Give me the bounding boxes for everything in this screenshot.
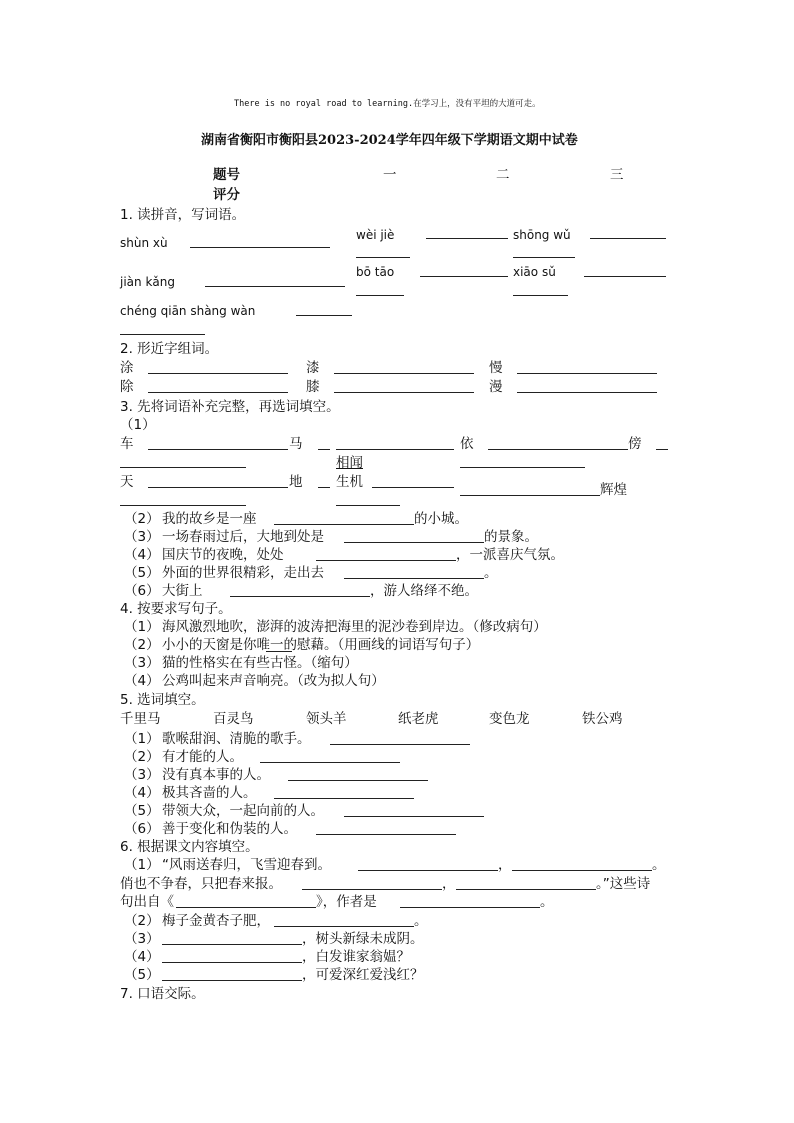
q3-item-4-pre: 国庆节的夜晚，处处 bbox=[162, 547, 284, 563]
q5-option-2: 百灵鸟 bbox=[213, 711, 254, 727]
q1-pinyin-5: bō tāo bbox=[356, 265, 395, 279]
q3-item-3-pre: 一场春雨过后，大地到处是 bbox=[162, 529, 324, 545]
q5-item-2-num: （2） bbox=[124, 749, 160, 765]
q1-blank-5a[interactable] bbox=[420, 276, 508, 277]
q4-item-2-num: （2） bbox=[124, 637, 160, 653]
q4-item-4-text: 公鸡叫起来声音响亮。（改为拟人句） bbox=[162, 673, 385, 689]
q6-item-4-blank[interactable] bbox=[162, 962, 302, 963]
q6-item-5-num: （5） bbox=[124, 967, 160, 983]
q1-blank-3b[interactable] bbox=[513, 257, 575, 258]
q3-item-3-num: （3） bbox=[124, 529, 160, 545]
q6-item-2-num: （2） bbox=[124, 913, 160, 929]
q6-line3-pre: 句出自《 bbox=[120, 894, 174, 910]
q2-char-5: 膝 bbox=[306, 379, 320, 395]
q3-item-6-pre: 大街上 bbox=[162, 583, 203, 599]
q1-blank-3a[interactable] bbox=[590, 238, 666, 239]
q3-blank-row1b-b[interactable] bbox=[460, 467, 585, 468]
q3-blank-bang[interactable] bbox=[656, 449, 668, 450]
q3-item-2-num: （2） bbox=[124, 511, 160, 527]
q4-heading: 4. 按要求写句子。 bbox=[120, 601, 232, 617]
q6-heading: 6. 根据课文内容填空。 bbox=[120, 839, 259, 855]
q3-item-3-blank[interactable] bbox=[344, 542, 484, 543]
q3-blank-yi[interactable] bbox=[488, 449, 628, 450]
q6-line2-blank-a[interactable] bbox=[302, 889, 442, 890]
q5-option-4: 纸老虎 bbox=[398, 711, 439, 727]
q6-line2-sep: ， bbox=[442, 876, 456, 892]
q5-item-1-num: （1） bbox=[124, 731, 160, 747]
q3-blank-tian[interactable] bbox=[148, 487, 288, 488]
q6-item-5-blank[interactable] bbox=[162, 980, 302, 981]
q4-item-4-num: （4） bbox=[124, 673, 160, 689]
q4-item-2-text: 小小的天窗是你唯一的慰藉。（用画线的词语写句子） bbox=[162, 637, 480, 653]
q1-pinyin-3: shōng wǔ bbox=[513, 228, 571, 242]
q3-item-6-num: （6） bbox=[124, 583, 160, 599]
q5-item-5-blank[interactable] bbox=[344, 816, 484, 817]
q1-heading: 1. 读拼音，写词语。 bbox=[120, 207, 246, 223]
q3-word-ma: 马 bbox=[289, 436, 303, 452]
q3-blank-row2b-b[interactable] bbox=[336, 505, 400, 506]
q3-word-bang: 傍 bbox=[628, 436, 642, 452]
q6-line2-blank-b[interactable] bbox=[456, 889, 596, 890]
q2-blank-2[interactable] bbox=[334, 373, 474, 374]
q1-blank-7b[interactable] bbox=[120, 334, 205, 335]
q3-blank-ma-a[interactable] bbox=[318, 449, 330, 450]
q6-item-2-pre: 梅子金黄杏子肥， bbox=[162, 913, 270, 929]
q5-item-1-blank[interactable] bbox=[330, 744, 470, 745]
q3-blank-row1b-a[interactable] bbox=[120, 467, 246, 468]
q6-line2-text: 俏也不争春，只把春来报。 bbox=[120, 876, 282, 892]
q2-blank-4[interactable] bbox=[148, 392, 288, 393]
q3-item-2-blank[interactable] bbox=[274, 524, 414, 525]
q6-item-2-post: 。 bbox=[414, 913, 428, 929]
q3-item-4-blank[interactable] bbox=[316, 560, 456, 561]
q1-pinyin-7: chéng qiān shàng wàn bbox=[120, 304, 256, 318]
q5-item-2-text: 有才能的人。 bbox=[162, 749, 243, 765]
q5-item-3-text: 没有真本事的人。 bbox=[162, 767, 270, 783]
q3-heading: 3. 先将词语补充完整，再选词填空。 bbox=[120, 399, 340, 415]
q3-item-4-post: ，一派喜庆气氛。 bbox=[456, 547, 564, 563]
q5-option-6: 铁公鸡 bbox=[582, 711, 623, 727]
q3-item-2-post: 的小城。 bbox=[414, 511, 468, 527]
q5-item-3-num: （3） bbox=[124, 767, 160, 783]
score-table-col-title: 题号 bbox=[213, 167, 240, 183]
q3-item-2-pre: 我的故乡是一座 bbox=[162, 511, 257, 527]
score-table-col-3: 三 bbox=[610, 167, 624, 183]
q5-item-4-text: 极其吝啬的人。 bbox=[162, 785, 257, 801]
q6-item-3-post: ，树头新绿未成阴。 bbox=[302, 931, 424, 947]
q1-pinyin-6: xiāo sǔ bbox=[513, 265, 556, 279]
q5-item-6-num: （6） bbox=[124, 821, 160, 837]
q6-item-2-blank[interactable] bbox=[274, 926, 414, 927]
q3-blank-di[interactable] bbox=[318, 487, 330, 488]
q4-item-2-underline-mark bbox=[266, 651, 292, 652]
q2-char-1: 涂 bbox=[120, 360, 134, 376]
q5-item-6-blank[interactable] bbox=[316, 834, 456, 835]
q5-item-6-text: 善于变化和伪装的人。 bbox=[162, 821, 297, 837]
q5-item-1-text: 歌喉甜润、清脆的歌手。 bbox=[162, 731, 311, 747]
q3-word-shengji: 生机 bbox=[336, 474, 363, 490]
page-title: 湖南省衡阳市衡阳县2023-2024学年四年级下学期语文期中试卷 bbox=[201, 133, 578, 148]
q5-heading: 5. 选词填空。 bbox=[120, 692, 205, 708]
q2-char-6: 漫 bbox=[489, 379, 503, 395]
q5-item-3-blank[interactable] bbox=[288, 780, 428, 781]
q1-blank-2b[interactable] bbox=[356, 257, 410, 258]
q5-option-5: 变色龙 bbox=[489, 711, 530, 727]
q6-item-1-num: （1） bbox=[124, 857, 160, 873]
q5-option-3: 领头羊 bbox=[306, 711, 347, 727]
q6-item-4-post: ，白发谁家翁媪？ bbox=[302, 949, 410, 965]
q1-blank-2a[interactable] bbox=[426, 238, 508, 239]
q6-item-3-blank[interactable] bbox=[162, 944, 302, 945]
q4-item-1-num: （1） bbox=[124, 619, 160, 635]
score-table-row-label: 评分 bbox=[213, 187, 240, 203]
q6-item-1-blank-a[interactable] bbox=[358, 870, 498, 871]
q2-char-4: 除 bbox=[120, 379, 134, 395]
q3-item-5-blank[interactable] bbox=[344, 578, 484, 579]
q2-blank-5[interactable] bbox=[334, 392, 474, 393]
q6-item-4-num: （4） bbox=[124, 949, 160, 965]
q3-word-che: 车 bbox=[120, 436, 134, 452]
q6-source-blank[interactable] bbox=[176, 907, 316, 908]
q3-item-5-pre: 外面的世界很精彩，走出去 bbox=[162, 565, 324, 581]
q2-heading: 2. 形近字组词。 bbox=[120, 341, 219, 357]
q6-line3-end: 。 bbox=[540, 894, 554, 910]
q3-word-xiangwen: 相闻 bbox=[336, 455, 363, 471]
q1-blank-7a[interactable] bbox=[296, 315, 352, 316]
q1-blank-5b[interactable] bbox=[356, 295, 404, 296]
q3-word-yi: 依 bbox=[460, 436, 474, 452]
q6-item-1-text: “风雨送春归，飞雪迎春到。 bbox=[162, 857, 331, 873]
q3-item-6-post: ，游人络绎不绝。 bbox=[370, 583, 478, 599]
q3-word-tian: 天 bbox=[120, 474, 134, 490]
q2-blank-1[interactable] bbox=[148, 373, 288, 374]
q4-item-3-text: 猫的性格实在有些古怪。（缩句） bbox=[162, 655, 358, 671]
q6-author-blank[interactable] bbox=[400, 907, 540, 908]
q1-pinyin-2: wèi jiè bbox=[356, 228, 395, 242]
q5-item-4-blank[interactable] bbox=[274, 798, 414, 799]
score-table-col-2: 二 bbox=[496, 167, 510, 183]
q5-item-5-num: （5） bbox=[124, 803, 160, 819]
q6-item-1-sep: ， bbox=[498, 857, 512, 873]
q6-item-3-num: （3） bbox=[124, 931, 160, 947]
q3-item-6-blank[interactable] bbox=[230, 596, 370, 597]
q2-blank-6[interactable] bbox=[517, 392, 657, 393]
q3-item-5-post: 。 bbox=[484, 565, 498, 581]
q3-blank-row2b-a[interactable] bbox=[120, 505, 246, 506]
q6-line3-mid: 》，作者是 bbox=[316, 894, 377, 910]
q3-item-4-num: （4） bbox=[124, 547, 160, 563]
q3-word-huihuang: 辉煌 bbox=[600, 482, 627, 498]
q4-item-3-num: （3） bbox=[124, 655, 160, 671]
score-table-col-1: 一 bbox=[383, 167, 397, 183]
q2-blank-3[interactable] bbox=[517, 373, 657, 374]
q5-item-4-num: （4） bbox=[124, 785, 160, 801]
q6-item-1-end: 。 bbox=[652, 857, 666, 873]
q3-blank-huihuang[interactable] bbox=[460, 495, 600, 496]
q5-item-5-text: 带领大众，一起向前的人。 bbox=[162, 803, 324, 819]
q4-item-1-text: 海风激烈地吹，澎湃的波涛把海里的泥沙卷到岸边。（修改病句） bbox=[162, 619, 547, 635]
q1-blank-4[interactable] bbox=[205, 286, 345, 287]
q2-char-2: 漆 bbox=[306, 360, 320, 376]
q6-line2-end: 。”这些诗 bbox=[596, 876, 651, 892]
q3-item-5-num: （5） bbox=[124, 565, 160, 581]
q2-char-3: 慢 bbox=[489, 360, 503, 376]
q6-item-5-post: ，可爱深红爱浅红？ bbox=[302, 967, 424, 983]
q3-word-di: 地 bbox=[289, 474, 303, 490]
q5-option-1: 千里马 bbox=[120, 711, 161, 727]
q3-blank-che[interactable] bbox=[148, 449, 288, 450]
q1-blank-6a[interactable] bbox=[584, 276, 666, 277]
q1-pinyin-1: shùn xù bbox=[120, 236, 168, 250]
header-motto: There is no royal road to learning.在学习上，没有平坦的大道可走。 bbox=[234, 99, 541, 109]
q3-sub1: （1） bbox=[120, 417, 156, 433]
q1-pinyin-4: jiàn kǎng bbox=[120, 275, 175, 289]
q1-blank-1[interactable] bbox=[190, 247, 330, 248]
q5-item-2-blank[interactable] bbox=[260, 762, 400, 763]
q3-blank-shengji[interactable] bbox=[372, 487, 454, 488]
q6-item-1-blank-b[interactable] bbox=[512, 870, 652, 871]
q7-heading: 7. 口语交际。 bbox=[120, 986, 205, 1002]
q1-blank-6b[interactable] bbox=[513, 295, 568, 296]
q3-item-3-post: 的景象。 bbox=[484, 529, 538, 545]
q3-blank-ma-b[interactable] bbox=[336, 449, 454, 450]
